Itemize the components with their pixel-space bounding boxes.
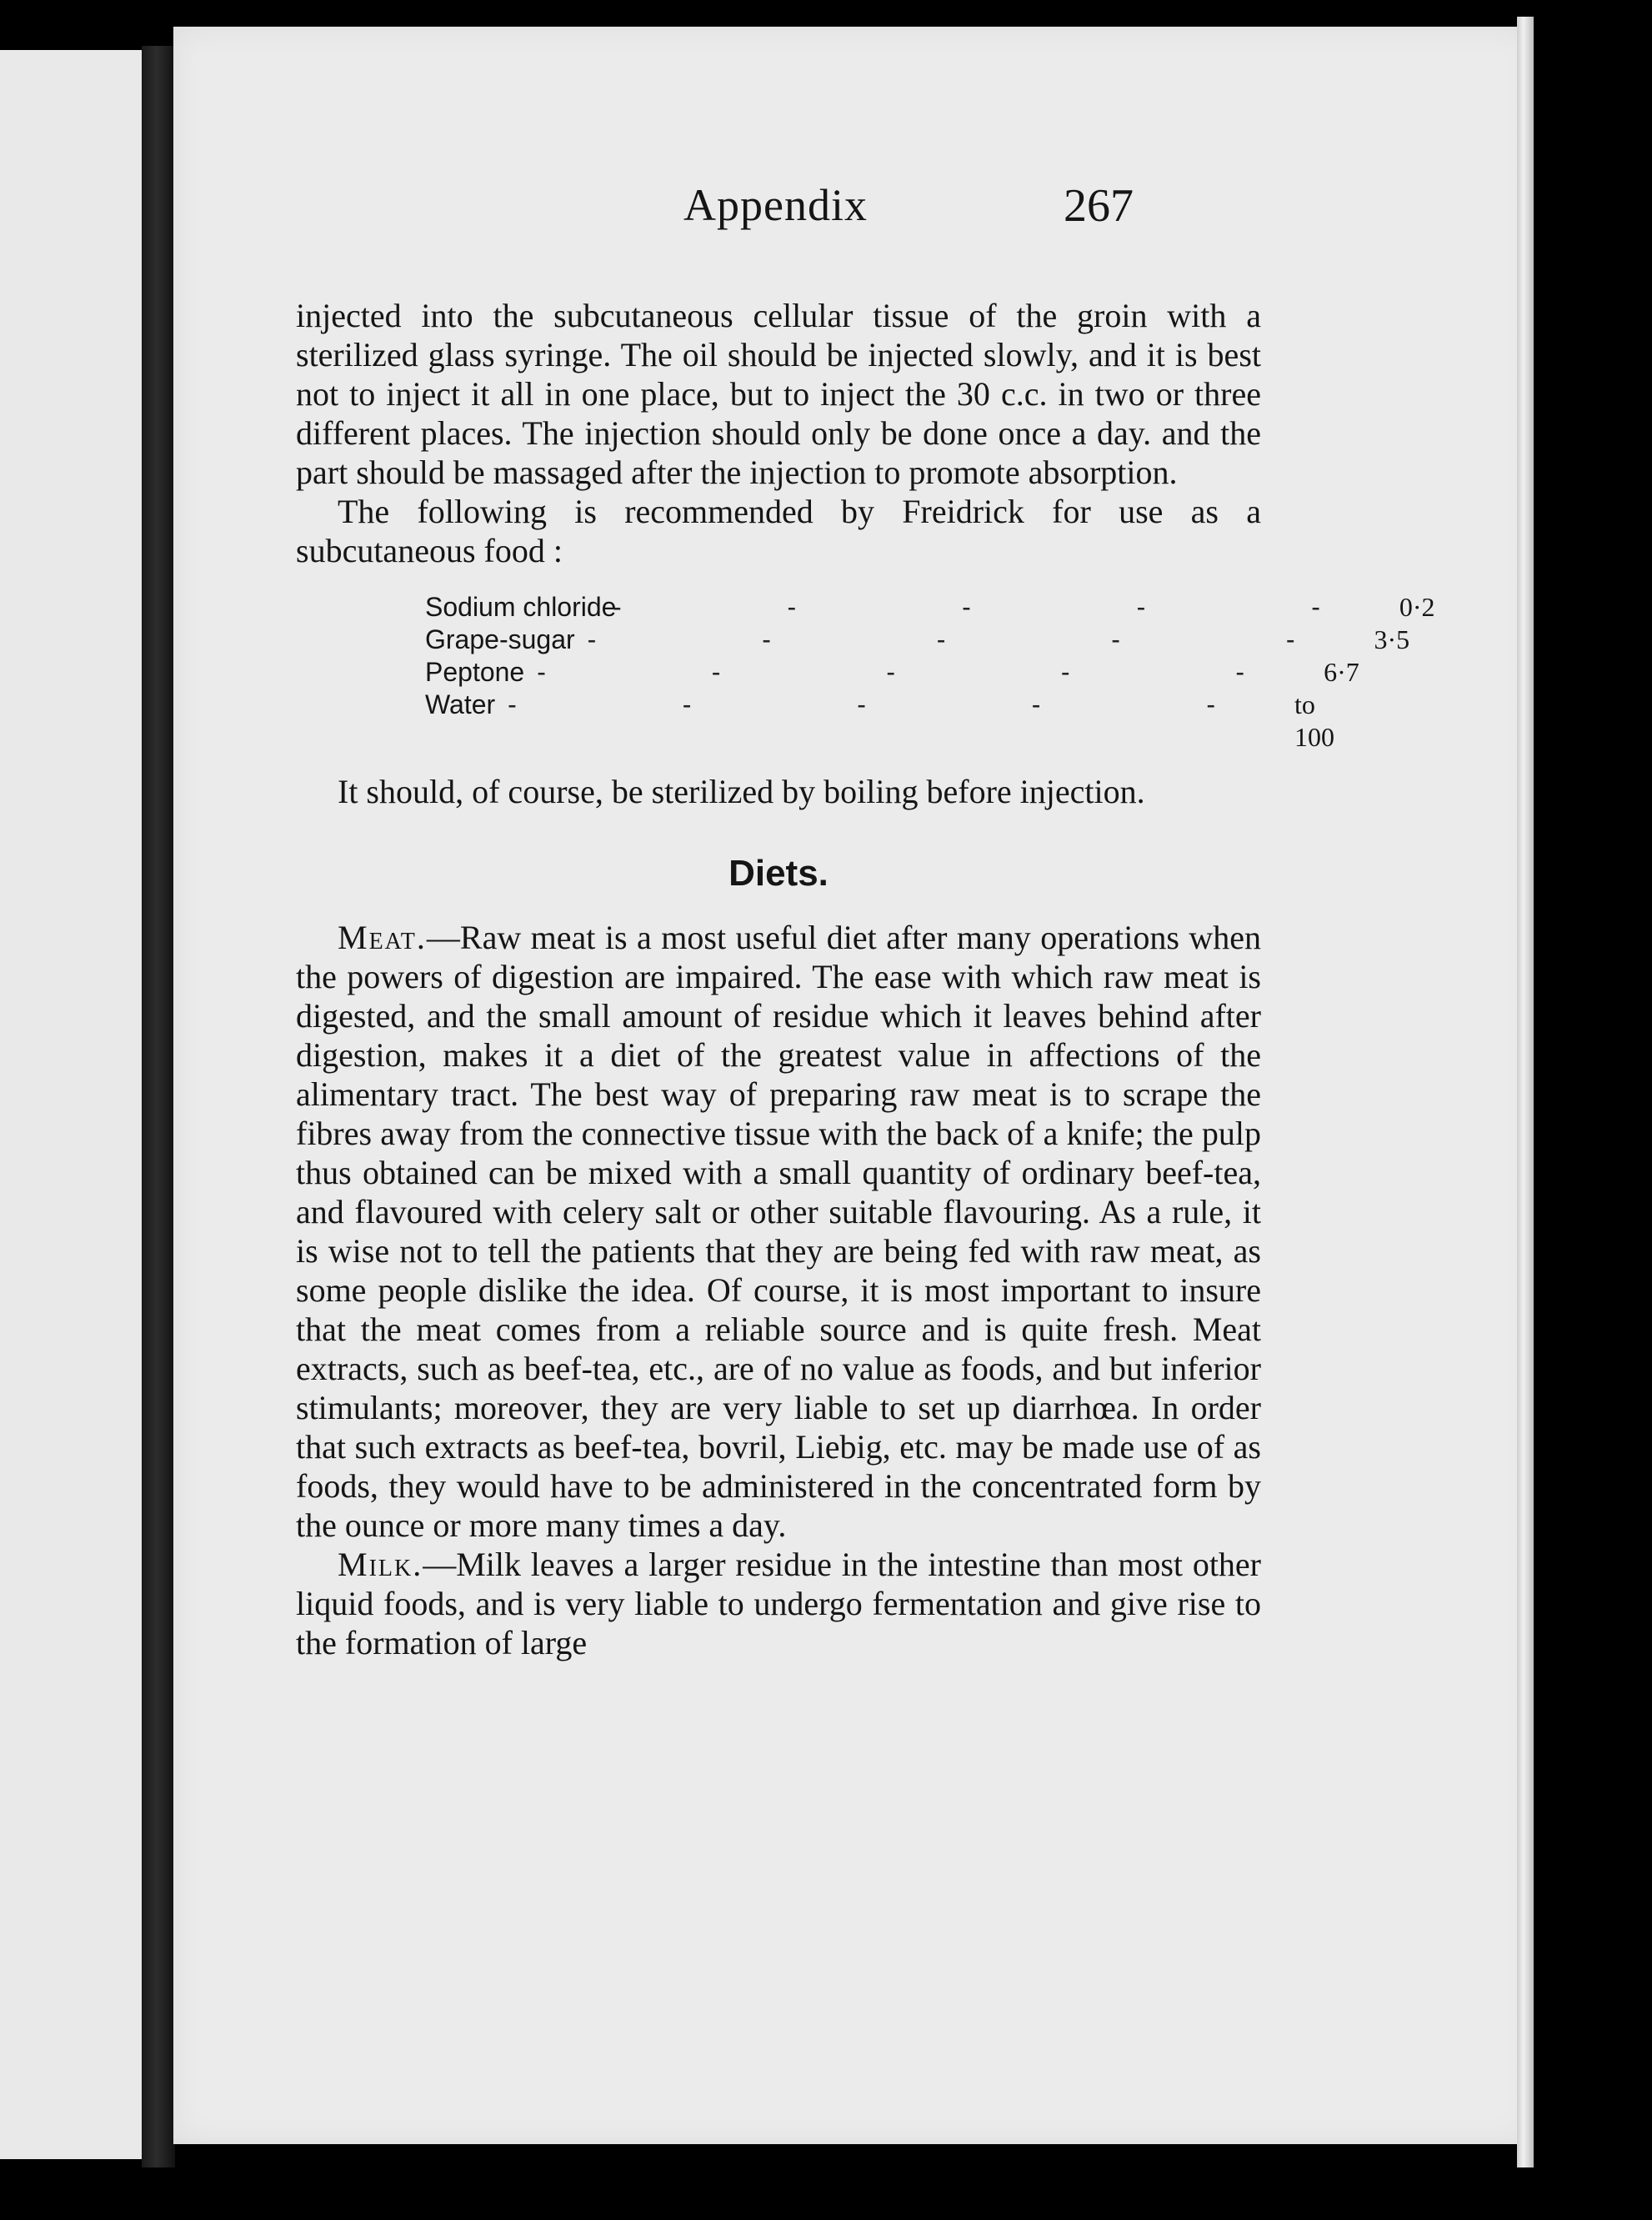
ingredient-name: Grape-sugar xyxy=(425,624,575,654)
paragraph-recommendation: The following is recommended by Freidrick for use as a subcutaneous food : xyxy=(296,493,1261,569)
running-head xyxy=(296,179,1296,254)
book-gutter xyxy=(142,46,175,2167)
page-content xyxy=(296,179,1435,1662)
page-edge xyxy=(1517,17,1534,2167)
recipe-row xyxy=(425,689,1334,754)
ingredient-quantity: to 100 xyxy=(1294,689,1334,752)
milk-run-in-heading: Milk. xyxy=(338,1546,423,1583)
ingredient-name: Peptone xyxy=(425,657,525,687)
recipe-row xyxy=(425,656,1359,689)
left-page-edge xyxy=(0,50,158,2159)
meat-run-in-heading: Meat. xyxy=(338,919,427,956)
milk-text: —Milk leaves a larger residue in the intestine than most other liquid foods, and is very liable to undergo fermentation and give rise to the formation of large xyxy=(296,1546,1261,1661)
paragraph-meat xyxy=(296,918,1261,1545)
leader-dots: - - - - - xyxy=(537,657,1324,687)
recipe-row xyxy=(425,624,1410,656)
meat-text: —Raw meat is a most useful diet after many operations when the powers of digestion are impaired. The ease with which raw meat is digested, and the small amount of residue which it leaves behind after digestion, makes it a diet of the greatest value in affections of the alimentary tract. The best way of preparing raw meat is to scrape the fibres away from the connective tissue with the back of a knife; the pulp thus obtained can be mixed with a small quantity of ordinary beef-tea, and flavoured with celery salt or other suitable flavouring. As a rule, it is wise not to tell the patients that they are being fed with raw meat, as some people dislike the idea. Of course, it is most important to insure that the meat comes from a reliable source and is quite fresh. Meat extracts, such as beef-tea, etc., are of no value as foods, and but inferior stimulants; moreover, they are very liable to set up diarrhœa. In order that such extracts as beef-tea, bovril, Liebig, etc. may be made use of as foods, they would have to be administered in the concentrated form by the ounce or more many times a day. xyxy=(296,919,1261,1544)
paragraph-milk xyxy=(296,1545,1261,1662)
leader-dots: - - - - - xyxy=(508,689,1294,719)
leader-dots: - - - - - xyxy=(613,592,1399,622)
section-heading: Diets. xyxy=(728,853,829,894)
paragraph-injection: injected into the subcutaneous cellular tissue of the groin with a sterilized glass syringe. The oil should be injected slowly, and it is best not to inject it all in one place, but to inject the 30 c.c. in two or three different places. The injection should only be done once a day. and the part should be massaged after the injection to promote absorption. xyxy=(296,297,1261,491)
page-number: 267 xyxy=(1064,180,1134,232)
recipe-table xyxy=(425,591,1435,754)
ingredient-name: Sodium chloride xyxy=(425,592,617,622)
ingredient-name: Water xyxy=(425,689,496,719)
ingredient-quantity: 3·5 xyxy=(1374,624,1410,654)
ingredient-quantity: 6·7 xyxy=(1324,657,1359,687)
leader-dots: - - - - - xyxy=(587,624,1374,654)
paragraph-sterilize: It should, of course, be sterilized by boiling before injection. xyxy=(338,773,1145,810)
recipe-row xyxy=(425,591,1435,624)
running-head-title: Appendix xyxy=(683,180,868,230)
ingredient-quantity: 0·2 xyxy=(1399,592,1435,622)
